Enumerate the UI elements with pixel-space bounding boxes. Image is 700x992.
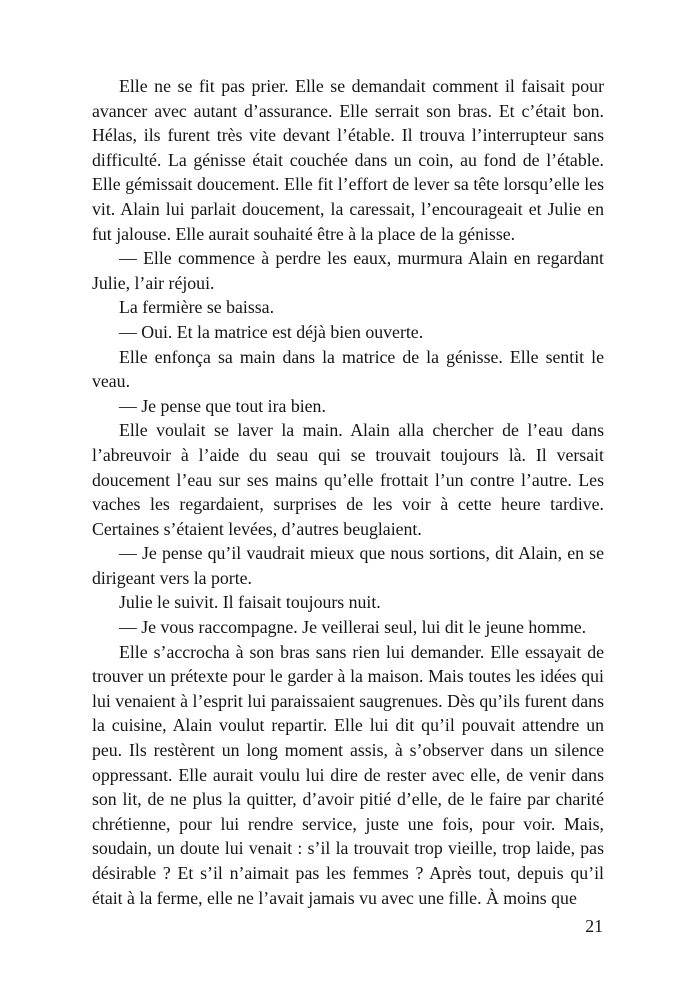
paragraph: Elle enfonça sa main dans la matrice de la génisse. Elle sentit le veau. — [92, 346, 604, 392]
paragraph: Elle ne se fit pas prier. Elle se demandait comment il faisait pour avancer avec autant d’assurance. Elle serrait son bras. Et c’était bon. Hélas, ils furent très vite devant l’étable. Il trouva l’interrupteur sans difficulté. La génisse était couchée dans un coin, au fond de l’étable. Elle gémissait doucement. Elle fit l’effort de lever sa tête lorsqu’elle les vit. Alain lui parlait doucement, la caressait, l’encourageait et Julie en fut jalouse. Elle aurait souhaité être à la place de la génisse. — [92, 76, 604, 244]
page-number: 21 — [585, 916, 603, 936]
body-text — [92, 74, 604, 910]
paragraph: La fermière se baissa. — [119, 297, 275, 318]
paragraph: — Elle commence à perdre les eaux, murmura Alain en regardant Julie, l’air réjoui. — [92, 248, 604, 293]
paragraph: Elle s’accrocha à son bras sans rien lui demander. Elle essayait de trouver un prétexte pour le garder à la maison. Mais toutes les idées qui lui venaient à l’esprit lui paraissaient saugrenues. Dès qu’ils furent dans la cuisine, Alain voulut repartir. Elle lui dit qu’il pouvait attendre un peu. Ils restèrent un long moment assis, à s’observer dans un silence oppressant. Elle aurait voulu lui dire de rester avec elle, de venir dans son lit, de ne plus la quitter, d’avoir pitié d’elle, de le faire par charité chrétienne, pour lui rendre service, juste une fois, pour voir. Mais, soudain, un doute lui venait : s’il la trouvait trop vieille, trop laide, pas désirable ? Et s’il n’aimait pas les femmes ? Après tout, depuis qu’il était à la ferme, elle ne l’avait jamais vu avec une fille. À moins que — [92, 641, 604, 908]
paragraph: Julie le suivit. Il faisait toujours nuit. — [119, 592, 381, 613]
paragraph: Elle voulait se laver la main. Alain alla chercher de l’eau dans l’abreuvoir à l’aide du seau qui se trouvait toujours là. Il versait doucement l’eau sur ses mains qu’elle frottait l’un contre l’autre. Les vaches les regardaient, surprises de les voir à cette heure tardive. Certaines s’étaient levées, d’autres beuglaient. — [92, 420, 604, 539]
paragraph: — Je pense que tout ira bien. — [119, 395, 326, 416]
paragraph: — Oui. Et la matrice est déjà bien ouverte. — [119, 321, 424, 342]
paragraph: — Je pense qu’il vaudrait mieux que nous sortions, dit Alain, en se dirigeant vers la porte. — [92, 543, 604, 588]
paragraph: — Je vous raccompagne. Je veillerai seul, lui dit le jeune homme. — [119, 617, 587, 638]
